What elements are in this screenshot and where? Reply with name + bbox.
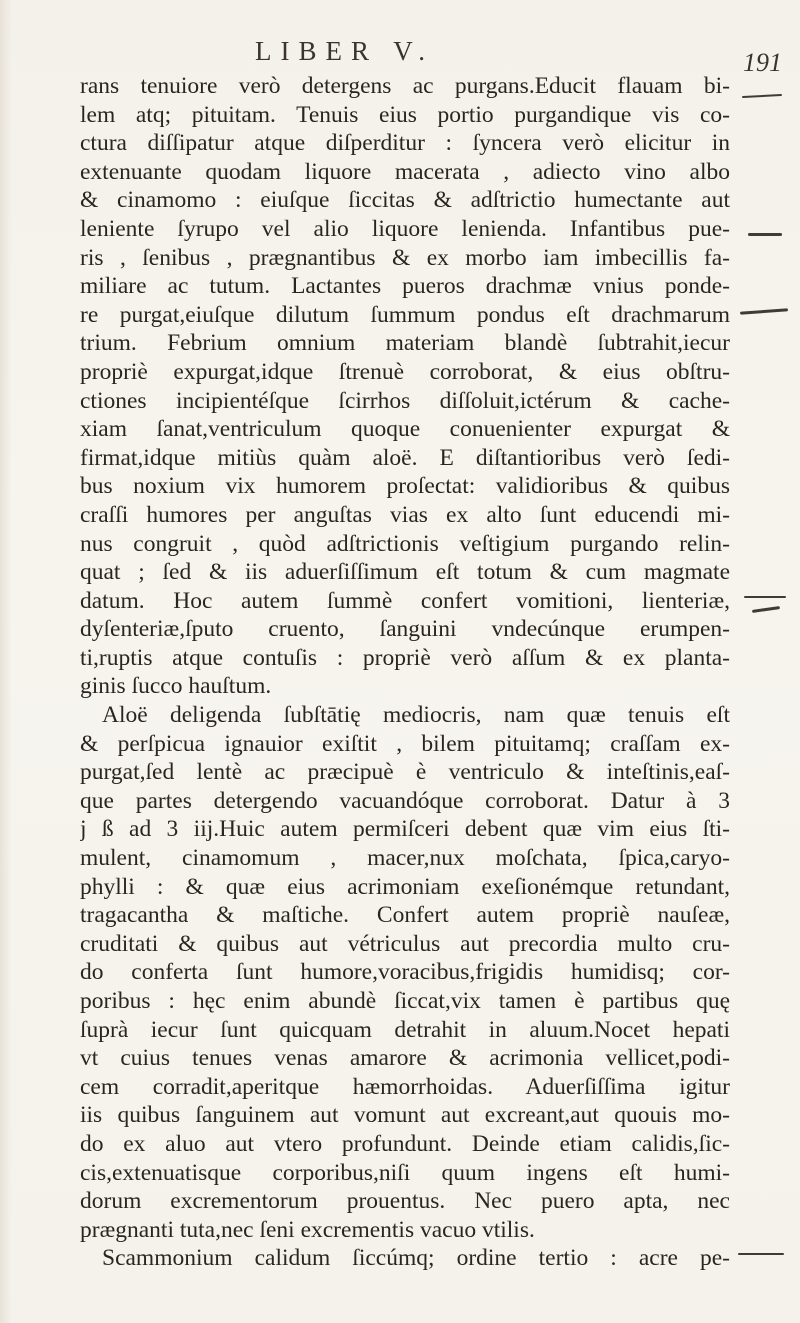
paragraph-start-line: Aloë deligenda ſubſtātię mediocris, nam quæ tenuis eſt bbox=[102, 702, 730, 729]
text-line: bus noxium vix humorem proſectat: validioribus & quibus bbox=[80, 473, 730, 500]
text-line: que partes detergendo vacuandóque corroborat. Datur à 3 bbox=[80, 787, 730, 814]
text-line: vt cuius tenues venas amarore & acrimonia vellicet,podi- bbox=[80, 1045, 730, 1072]
text-line: xiam ſanat,ventriculum quoque conuenienter expurgat & bbox=[80, 416, 730, 443]
text-line: ctiones incipientéſque ſcirrhos diſſoluit,ictérum & cache- bbox=[80, 387, 730, 414]
page-edge-shadow bbox=[0, 0, 12, 1323]
text-line: nus congruit , quòd adſtrictionis veſtigium purgando relin- bbox=[80, 530, 730, 557]
text-line: mulent, cinamomum , macer,nux moſchata, ſpica,caryo- bbox=[80, 845, 730, 872]
text-line: miliare ac tutum. Lactantes pueros drachmæ vnius ponde- bbox=[80, 273, 730, 300]
margin-ink-mark bbox=[748, 233, 782, 236]
text-line: dorum excrementorum prouentus. Nec puero apta, nec bbox=[80, 1188, 730, 1215]
text-line: craſſi humores per anguſtas vias ex alto ſunt educendi mi- bbox=[80, 501, 730, 528]
text-line: quat ; ſed & iis aduerſiſſimum eſt totum & cum magmate bbox=[80, 559, 730, 586]
text-line: dyſenteriæ,ſputo cruento, ſanguini vndecúnque erumpen- bbox=[80, 616, 730, 643]
text-line: ſuprà iecur ſunt quicquam detrahit in aluum.Nocet hepati bbox=[80, 1016, 730, 1043]
text-line: trium. Febrium omnium materiam blandè ſubtrahit,iecur bbox=[80, 330, 730, 357]
text-line: ris , ſenibus , prægnantibus & ex morbo iam imbecillis fa- bbox=[80, 244, 730, 271]
text-line: cruditati & quibus aut vétriculus aut precordia multo cru- bbox=[80, 930, 730, 957]
text-line: do conferta ſunt humore,voracibus,frigidis humidisq; cor- bbox=[80, 959, 730, 986]
text-line: cis,extenuatisque corporibus,niſi quum ingens eſt humi- bbox=[80, 1159, 730, 1186]
text-line: poribus : hęc enim abundè ſiccat,vix tamen è partibus quę bbox=[80, 988, 730, 1014]
text-line: purgat,ſed lentè ac præcipuè è ventriculo & inteſtinis,eaſ- bbox=[80, 759, 730, 786]
text-line: tragacantha & maſtiche. Confert autem propriè nauſeæ, bbox=[80, 902, 730, 929]
text-line: j ß ad 3 iij.Huic autem permiſceri debent quæ vim eius ſti- bbox=[80, 816, 730, 843]
paragraph-start-line: Scammonium calidum ſiccúmq; ordine tertio : acre pe- bbox=[102, 1245, 730, 1272]
page-number: 191 bbox=[743, 48, 782, 77]
text-line: ti,ruptis atque contuſis : propriè verò aſſum & ex planta- bbox=[80, 644, 730, 671]
text-line: ctura diſſipatur atque diſperditur : ſyncera verò elicitur in bbox=[80, 130, 730, 157]
margin-ink-mark bbox=[744, 596, 786, 598]
text-line: firmat,idque mitiùs quàm aloë. E diſtantioribus verò ſedi- bbox=[80, 444, 730, 471]
text-line: & cinamomo : eiuſque ſiccitas & adſtrictio humectante aut bbox=[80, 187, 730, 214]
text-line: rans tenuiore verò detergens ac purgans.Educit flauam bi- bbox=[80, 73, 730, 99]
text-line: cem corradit,aperitque hæmorrhoidas. Aduerſiſſima igitur bbox=[80, 1073, 730, 1100]
text-line: ginis ſucco hauſtum. bbox=[80, 673, 272, 700]
text-line: iis quibus ſanguinem aut vomunt aut excreant,aut quouis mo- bbox=[80, 1102, 730, 1129]
text-line: & perſpicua ignauior exiſtit , bilem pituitamq; craſſam ex- bbox=[80, 730, 730, 757]
margin-ink-mark bbox=[738, 1253, 784, 1255]
text-line: do ex aluo aut vtero profundunt. Deinde etiam calidis,ſic- bbox=[80, 1130, 730, 1157]
running-head: LIBER V. bbox=[255, 36, 435, 66]
margin-ink-mark bbox=[752, 606, 780, 613]
text-line: datum. Hoc autem ſummè confert vomitioni, lienteriæ, bbox=[80, 587, 730, 614]
margin-ink-mark bbox=[740, 308, 788, 314]
text-line: lem atq; pituitam. Tenuis eius portio purgandique vis co- bbox=[80, 101, 730, 128]
text-line: extenuante quodam liquore macerata , adiecto vino albo bbox=[80, 158, 730, 185]
page-header bbox=[0, 30, 800, 77]
body-text bbox=[80, 72, 730, 1273]
text-line: prægnanti tuta,nec ſeni excrementis vacuo vtilis. bbox=[80, 1216, 535, 1243]
text-line: re purgat,eiuſque dilutum ſummum pondus eſt drachmarum bbox=[80, 301, 730, 328]
text-line: phylli : & quæ eius acrimoniam exeſionémque retundant, bbox=[80, 873, 730, 900]
margin-ink-mark bbox=[742, 94, 782, 98]
text-line: leniente ſyrupo vel alio liquore lenienda. Infantibus pue- bbox=[80, 215, 730, 242]
text-line: propriè expurgat,idque ſtrenuè corroborat, & eius obſtru- bbox=[80, 358, 730, 385]
